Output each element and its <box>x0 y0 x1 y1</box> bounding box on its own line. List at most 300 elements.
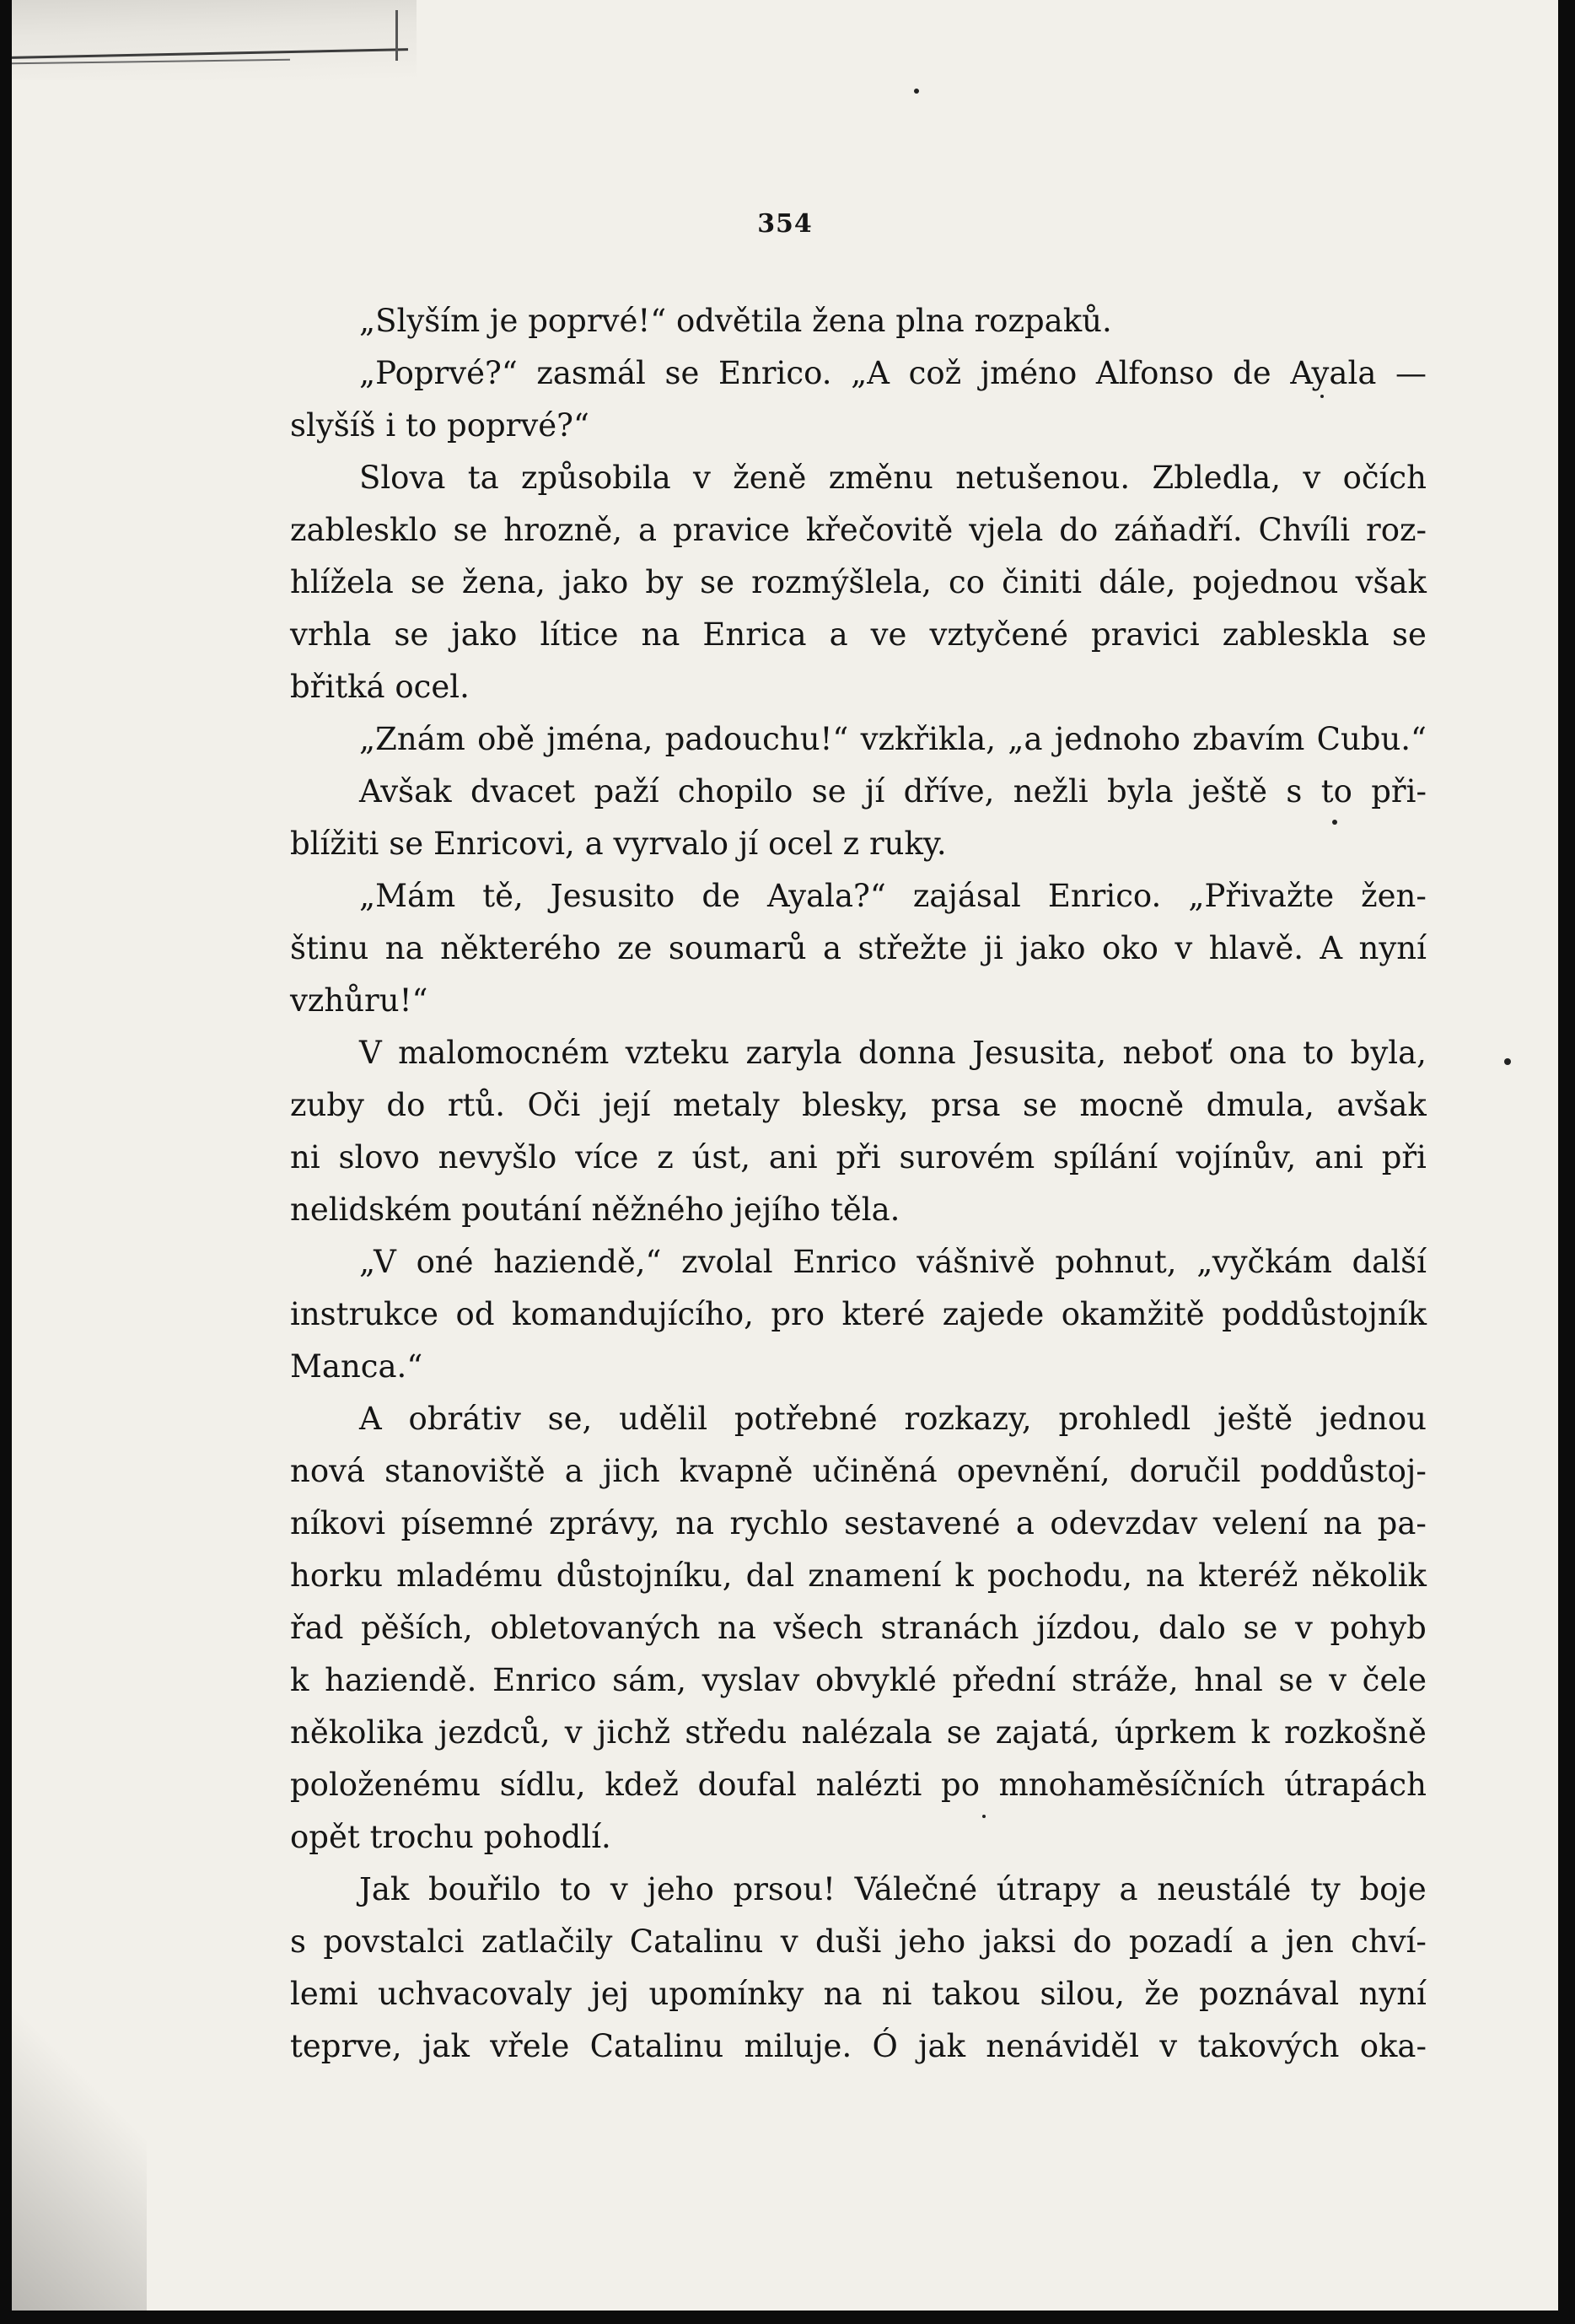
word: rtů. <box>447 1087 505 1123</box>
word: zajede <box>942 1296 1045 1332</box>
text-line <box>290 1498 1427 1550</box>
word: jí <box>738 826 759 862</box>
word: její <box>602 1087 651 1123</box>
word: nevyšlo <box>438 1139 557 1175</box>
word: Cubu.“ <box>1316 721 1427 757</box>
word: Catalinu <box>629 1923 764 1960</box>
word: avšak <box>1336 1087 1427 1123</box>
word: horku <box>290 1557 384 1594</box>
word: komandujícího, <box>511 1296 754 1332</box>
word: znamení <box>808 1557 942 1594</box>
word: hrozně, <box>503 512 623 548</box>
word: ze <box>617 930 653 966</box>
word: spílání <box>1052 1139 1158 1175</box>
word: pohodlí. <box>483 1819 611 1855</box>
word: chví- <box>1351 1923 1427 1960</box>
word: jeho <box>898 1923 966 1960</box>
word: se <box>1023 1087 1057 1123</box>
word: čele <box>1362 1662 1427 1698</box>
word: poznával <box>1199 1976 1340 2012</box>
word: opět <box>290 1819 360 1855</box>
word: ocel <box>768 826 833 862</box>
word: kvapně <box>679 1453 793 1489</box>
word: doručil <box>1129 1453 1241 1489</box>
word: dále, <box>1099 564 1176 600</box>
text-line <box>290 1759 1427 1811</box>
word: vzteku <box>625 1035 730 1071</box>
word: se <box>700 564 734 600</box>
word: odvětila <box>675 303 803 339</box>
word: lemi <box>290 1976 358 2012</box>
scan-speck <box>914 89 919 94</box>
word: ani <box>768 1139 818 1175</box>
word: při- <box>1371 773 1427 810</box>
word: to <box>406 407 438 444</box>
word: na <box>675 1505 715 1541</box>
word: paží <box>594 773 659 810</box>
word: na <box>641 616 680 653</box>
text-line <box>290 975 1427 1027</box>
word: tě, <box>482 878 524 914</box>
word: Jesusito <box>550 878 675 914</box>
word: to <box>1303 1035 1335 1071</box>
word: jak <box>918 2028 966 2064</box>
word: poddůstojník <box>1222 1296 1427 1332</box>
word: po <box>941 1767 981 1803</box>
word: ve <box>870 616 907 653</box>
word: útrapy <box>996 1871 1100 1907</box>
word: Alfonso <box>1095 355 1214 391</box>
book-page <box>12 0 1558 2311</box>
text-line <box>290 1602 1427 1654</box>
text-line <box>290 609 1427 661</box>
word: od <box>455 1296 495 1332</box>
word: nová <box>290 1453 366 1489</box>
word: záňadří. <box>1114 512 1243 548</box>
word: upomínky <box>648 1976 804 2012</box>
word: ty <box>1310 1871 1341 1907</box>
word: všech <box>773 1610 863 1646</box>
word: zuby <box>290 1087 364 1123</box>
word: Enricovi, <box>433 826 575 862</box>
page-number: 354 <box>757 209 813 239</box>
word: pohnut, <box>1055 1244 1177 1280</box>
word: malomocném <box>398 1035 610 1071</box>
word: se <box>1392 616 1427 653</box>
text-line <box>290 1341 1427 1393</box>
word: kdež <box>605 1767 679 1803</box>
word: nalézti <box>815 1767 922 1803</box>
word: položenému <box>290 1767 481 1803</box>
word: poprvé!“ <box>528 303 667 339</box>
word: silou, <box>1040 1976 1126 2012</box>
word: prsa <box>931 1087 1001 1123</box>
word: hlížela <box>290 564 394 600</box>
word: Oči <box>527 1087 581 1123</box>
text-line <box>290 766 1427 818</box>
word: rozkošně <box>1284 1714 1427 1751</box>
word: zajatá, <box>995 1714 1100 1751</box>
word: Jak <box>359 1871 410 1907</box>
text-line <box>290 1027 1427 1079</box>
word: na <box>384 930 424 966</box>
word: z <box>842 826 860 862</box>
word: do <box>1059 512 1099 548</box>
word: žena <box>812 303 886 339</box>
word: by <box>645 564 683 600</box>
word: blesky, <box>802 1087 909 1123</box>
word: zablesklo <box>290 512 438 548</box>
word: jako <box>562 564 629 600</box>
word: nalézala <box>801 1714 933 1751</box>
word: do <box>1072 1923 1112 1960</box>
word: prohledl <box>1058 1401 1191 1437</box>
word: pravice <box>672 512 790 548</box>
word: nežli <box>1013 773 1089 810</box>
word: Enrico. <box>718 355 832 391</box>
word: poutání <box>461 1192 582 1228</box>
word: jako <box>1019 930 1086 966</box>
word: a <box>1015 1505 1035 1541</box>
word: pro <box>771 1296 825 1332</box>
text-line <box>290 870 1427 923</box>
word: a <box>584 826 604 862</box>
text-line <box>290 1707 1427 1759</box>
text-line <box>290 504 1427 557</box>
word: Enrico <box>793 1244 897 1280</box>
text-line <box>290 347 1427 400</box>
word: na <box>718 1610 756 1646</box>
word: se <box>410 564 445 600</box>
text-line <box>290 1864 1427 1916</box>
word: Válečné <box>854 1871 978 1907</box>
word: v <box>693 460 711 496</box>
word: blížiti <box>290 826 379 862</box>
word: na <box>823 1976 863 2012</box>
word: opevnění, <box>956 1453 1110 1489</box>
word: padouchu!“ <box>664 721 849 757</box>
word: ji <box>983 930 1003 966</box>
word: při <box>836 1139 881 1175</box>
text-line <box>290 1393 1427 1445</box>
word: vyslav <box>701 1662 800 1698</box>
word: učiněná <box>812 1453 938 1489</box>
word: soumarů <box>668 930 807 966</box>
word: úprkem <box>1114 1714 1237 1751</box>
word: obrátiv <box>408 1401 521 1437</box>
word: Chvíli <box>1258 512 1351 548</box>
word: „A <box>851 355 890 391</box>
word: obvyklé <box>814 1662 937 1698</box>
text-line <box>290 923 1427 975</box>
word: ona <box>1228 1035 1287 1071</box>
word: dmula, <box>1206 1087 1314 1123</box>
word: v <box>564 1714 583 1751</box>
word: se <box>1278 1662 1314 1698</box>
word: více <box>575 1139 639 1175</box>
word: miluje. <box>744 2028 852 2064</box>
word: je <box>490 303 519 339</box>
word: chopilo <box>677 773 793 810</box>
scan-speck <box>1504 1058 1511 1065</box>
word: trochu <box>369 1819 474 1855</box>
word: „Slyším <box>359 303 481 339</box>
word: „Poprvé?“ <box>359 355 518 391</box>
word: ženě <box>733 460 807 496</box>
word: Slova <box>359 460 446 496</box>
word: a <box>829 616 848 653</box>
word: vztyčené <box>929 616 1068 653</box>
word: níkovi <box>290 1505 386 1541</box>
word: písemné <box>400 1505 534 1541</box>
word: úst, <box>691 1139 751 1175</box>
word: vášnivě <box>917 1244 1035 1280</box>
word: několik <box>1311 1557 1427 1594</box>
word: kteréž <box>1198 1557 1298 1594</box>
text-line <box>290 1236 1427 1288</box>
word: pohyb <box>1330 1610 1427 1646</box>
word: — <box>1395 355 1427 391</box>
word: rozmýšlela, <box>751 564 932 600</box>
word: obě <box>477 721 535 757</box>
word: činiti <box>1002 564 1083 600</box>
text-line <box>290 1811 1427 1864</box>
word: pravici <box>1091 616 1200 653</box>
word: ještě <box>1191 773 1267 810</box>
word: V <box>359 1035 382 1071</box>
word: „Mám <box>359 878 456 914</box>
word: v <box>1294 1610 1313 1646</box>
word: řad <box>290 1610 344 1646</box>
word: vjela <box>969 512 1044 548</box>
word: jí <box>864 773 885 810</box>
word: ještě <box>1218 1401 1293 1437</box>
word: mnohaměsíčních <box>998 1767 1266 1803</box>
word: se <box>394 616 429 653</box>
word: které <box>841 1296 926 1332</box>
word: nyní <box>1358 1976 1427 2012</box>
word: jej <box>591 1976 630 2012</box>
word: Avšak <box>359 773 452 810</box>
word: Catalinu <box>589 2028 724 2064</box>
word: hnal <box>1194 1662 1263 1698</box>
word: jich <box>602 1453 660 1489</box>
word: ani <box>1314 1139 1363 1175</box>
word: A <box>359 1401 382 1437</box>
word: přední <box>952 1662 1056 1698</box>
word: v <box>1159 2028 1178 2064</box>
word: byla <box>1107 773 1174 810</box>
word: oka- <box>1359 2028 1427 2064</box>
word: břitká <box>290 669 385 705</box>
word: se <box>664 355 700 391</box>
word: jména, <box>546 721 653 757</box>
word: pochodu, <box>986 1557 1132 1594</box>
word: oko <box>1101 930 1158 966</box>
word: jeho <box>647 1871 714 1907</box>
word: k <box>1250 1714 1270 1751</box>
word: se <box>946 1714 981 1751</box>
word: poddůstoj- <box>1260 1453 1427 1489</box>
word: zableskla <box>1222 616 1370 653</box>
word: prsou! <box>733 1871 836 1907</box>
word: několika <box>290 1714 424 1751</box>
word: slyšíš <box>290 407 376 444</box>
word: „V <box>359 1244 396 1280</box>
text-line <box>290 1132 1427 1184</box>
word: netušenou. <box>955 460 1131 496</box>
word: dalo <box>1158 1610 1226 1646</box>
word: mladému <box>396 1557 543 1594</box>
word: a <box>823 930 842 966</box>
word: Ó <box>872 2028 898 2064</box>
word: takových <box>1197 2028 1340 2064</box>
word: vyrvalo <box>613 826 729 862</box>
word: žen- <box>1361 878 1427 914</box>
word: nyní <box>1358 930 1427 966</box>
word: pozadí <box>1128 1923 1233 1960</box>
word: Manca.“ <box>290 1348 423 1385</box>
word: sídlu, <box>499 1767 586 1803</box>
word: udělil <box>619 1401 708 1437</box>
word: zasmál <box>536 355 646 391</box>
word: další <box>1352 1244 1427 1280</box>
word: vojínův, <box>1175 1139 1297 1175</box>
word: „Přivažte <box>1188 878 1335 914</box>
word: pa- <box>1377 1505 1427 1541</box>
word: způsobila <box>521 460 671 496</box>
word: střežte <box>857 930 968 966</box>
word: křečovitě <box>805 512 954 548</box>
word: to <box>560 1871 592 1907</box>
word: útrapách <box>1284 1767 1427 1803</box>
word: ni <box>881 1976 912 2012</box>
word: duši <box>814 1923 882 1960</box>
word: de <box>1233 355 1271 391</box>
word: odevzdav <box>1050 1505 1198 1541</box>
text-line <box>290 818 1427 870</box>
word: haziendě,“ <box>493 1244 662 1280</box>
word: při <box>1381 1139 1427 1175</box>
word: rozpaků. <box>974 303 1112 339</box>
word: k <box>954 1557 974 1594</box>
word: oné <box>416 1244 474 1280</box>
word: uchvacovaly <box>377 1976 572 2012</box>
scan-corner-shade <box>12 2007 147 2311</box>
word: ta <box>467 460 499 496</box>
word: se, <box>547 1401 593 1437</box>
word: „vyčkám <box>1196 1244 1332 1280</box>
word: což <box>908 355 962 391</box>
word: těla. <box>831 1192 900 1228</box>
word: a <box>564 1453 583 1489</box>
word: „Znám <box>359 721 465 757</box>
word: k <box>290 1662 309 1698</box>
scan-artifact-line <box>395 10 398 61</box>
word: zaryla <box>745 1035 842 1071</box>
text-line <box>290 1654 1427 1707</box>
word: do <box>386 1087 426 1123</box>
word: v <box>610 1871 628 1907</box>
word: jejího <box>734 1192 821 1228</box>
word: povstalci <box>323 1923 465 1960</box>
text-line <box>290 2020 1427 2073</box>
word: nelidském <box>290 1192 452 1228</box>
word: stráže, <box>1071 1662 1179 1698</box>
word: ruky. <box>868 826 947 862</box>
word: se <box>811 773 847 810</box>
word: obletovaných <box>490 1610 701 1646</box>
word: jichž <box>596 1714 671 1751</box>
word: ni <box>290 1139 320 1175</box>
word: roz- <box>1366 512 1427 548</box>
word: Ayala?“ <box>766 878 886 914</box>
word: štinu <box>290 930 369 966</box>
word: nenáviděl <box>986 2028 1140 2064</box>
word: Enrico. <box>1047 878 1162 914</box>
word: Enrica <box>702 616 807 653</box>
word: „a <box>1008 721 1043 757</box>
word: donna <box>857 1035 956 1071</box>
word: jen <box>1285 1923 1334 1960</box>
word: poprvé?“ <box>447 407 589 444</box>
word: a <box>1119 1871 1138 1907</box>
word: potřebné <box>734 1401 878 1437</box>
word: a <box>1250 1923 1269 1960</box>
text-line <box>290 1968 1427 2020</box>
word: plna <box>895 303 965 339</box>
word: v <box>1175 930 1193 966</box>
word: však <box>1355 564 1427 600</box>
text-line <box>290 1916 1427 1968</box>
body-text <box>290 295 1427 2073</box>
word: stranách <box>880 1610 1019 1646</box>
word: doufal <box>697 1767 797 1803</box>
word: jako <box>451 616 518 653</box>
word: neustálé <box>1157 1871 1292 1907</box>
scan-edge-shadow <box>12 0 417 80</box>
word: dříve, <box>903 773 995 810</box>
word: slovo <box>338 1139 420 1175</box>
word: hlavě. <box>1208 930 1304 966</box>
word: lítice <box>540 616 619 653</box>
word: vřele <box>490 2028 570 2064</box>
word: změnu <box>828 460 933 496</box>
word: rozkazy, <box>904 1401 1032 1437</box>
word: jaksi <box>982 1923 1056 1960</box>
word: se <box>453 512 488 548</box>
word: že <box>1144 1976 1180 2012</box>
word: jezdců, <box>438 1714 551 1751</box>
word: s <box>290 1923 306 1960</box>
word: okamžitě <box>1061 1296 1205 1332</box>
word: boje <box>1359 1871 1427 1907</box>
word: v <box>780 1923 798 1960</box>
word: zbavím <box>1192 721 1305 757</box>
word: se <box>1243 1610 1278 1646</box>
word: sám, <box>612 1662 686 1698</box>
word: teprve, <box>290 2028 402 2064</box>
text-line <box>290 557 1427 609</box>
word: dvacet <box>470 773 576 810</box>
word: Jesusita, <box>972 1035 1107 1071</box>
word: zprávy, <box>549 1505 660 1541</box>
word: v <box>1329 1662 1347 1698</box>
word: neboť <box>1122 1035 1213 1071</box>
word: z <box>657 1139 674 1175</box>
word: i <box>385 407 396 444</box>
text-line <box>290 1550 1427 1602</box>
